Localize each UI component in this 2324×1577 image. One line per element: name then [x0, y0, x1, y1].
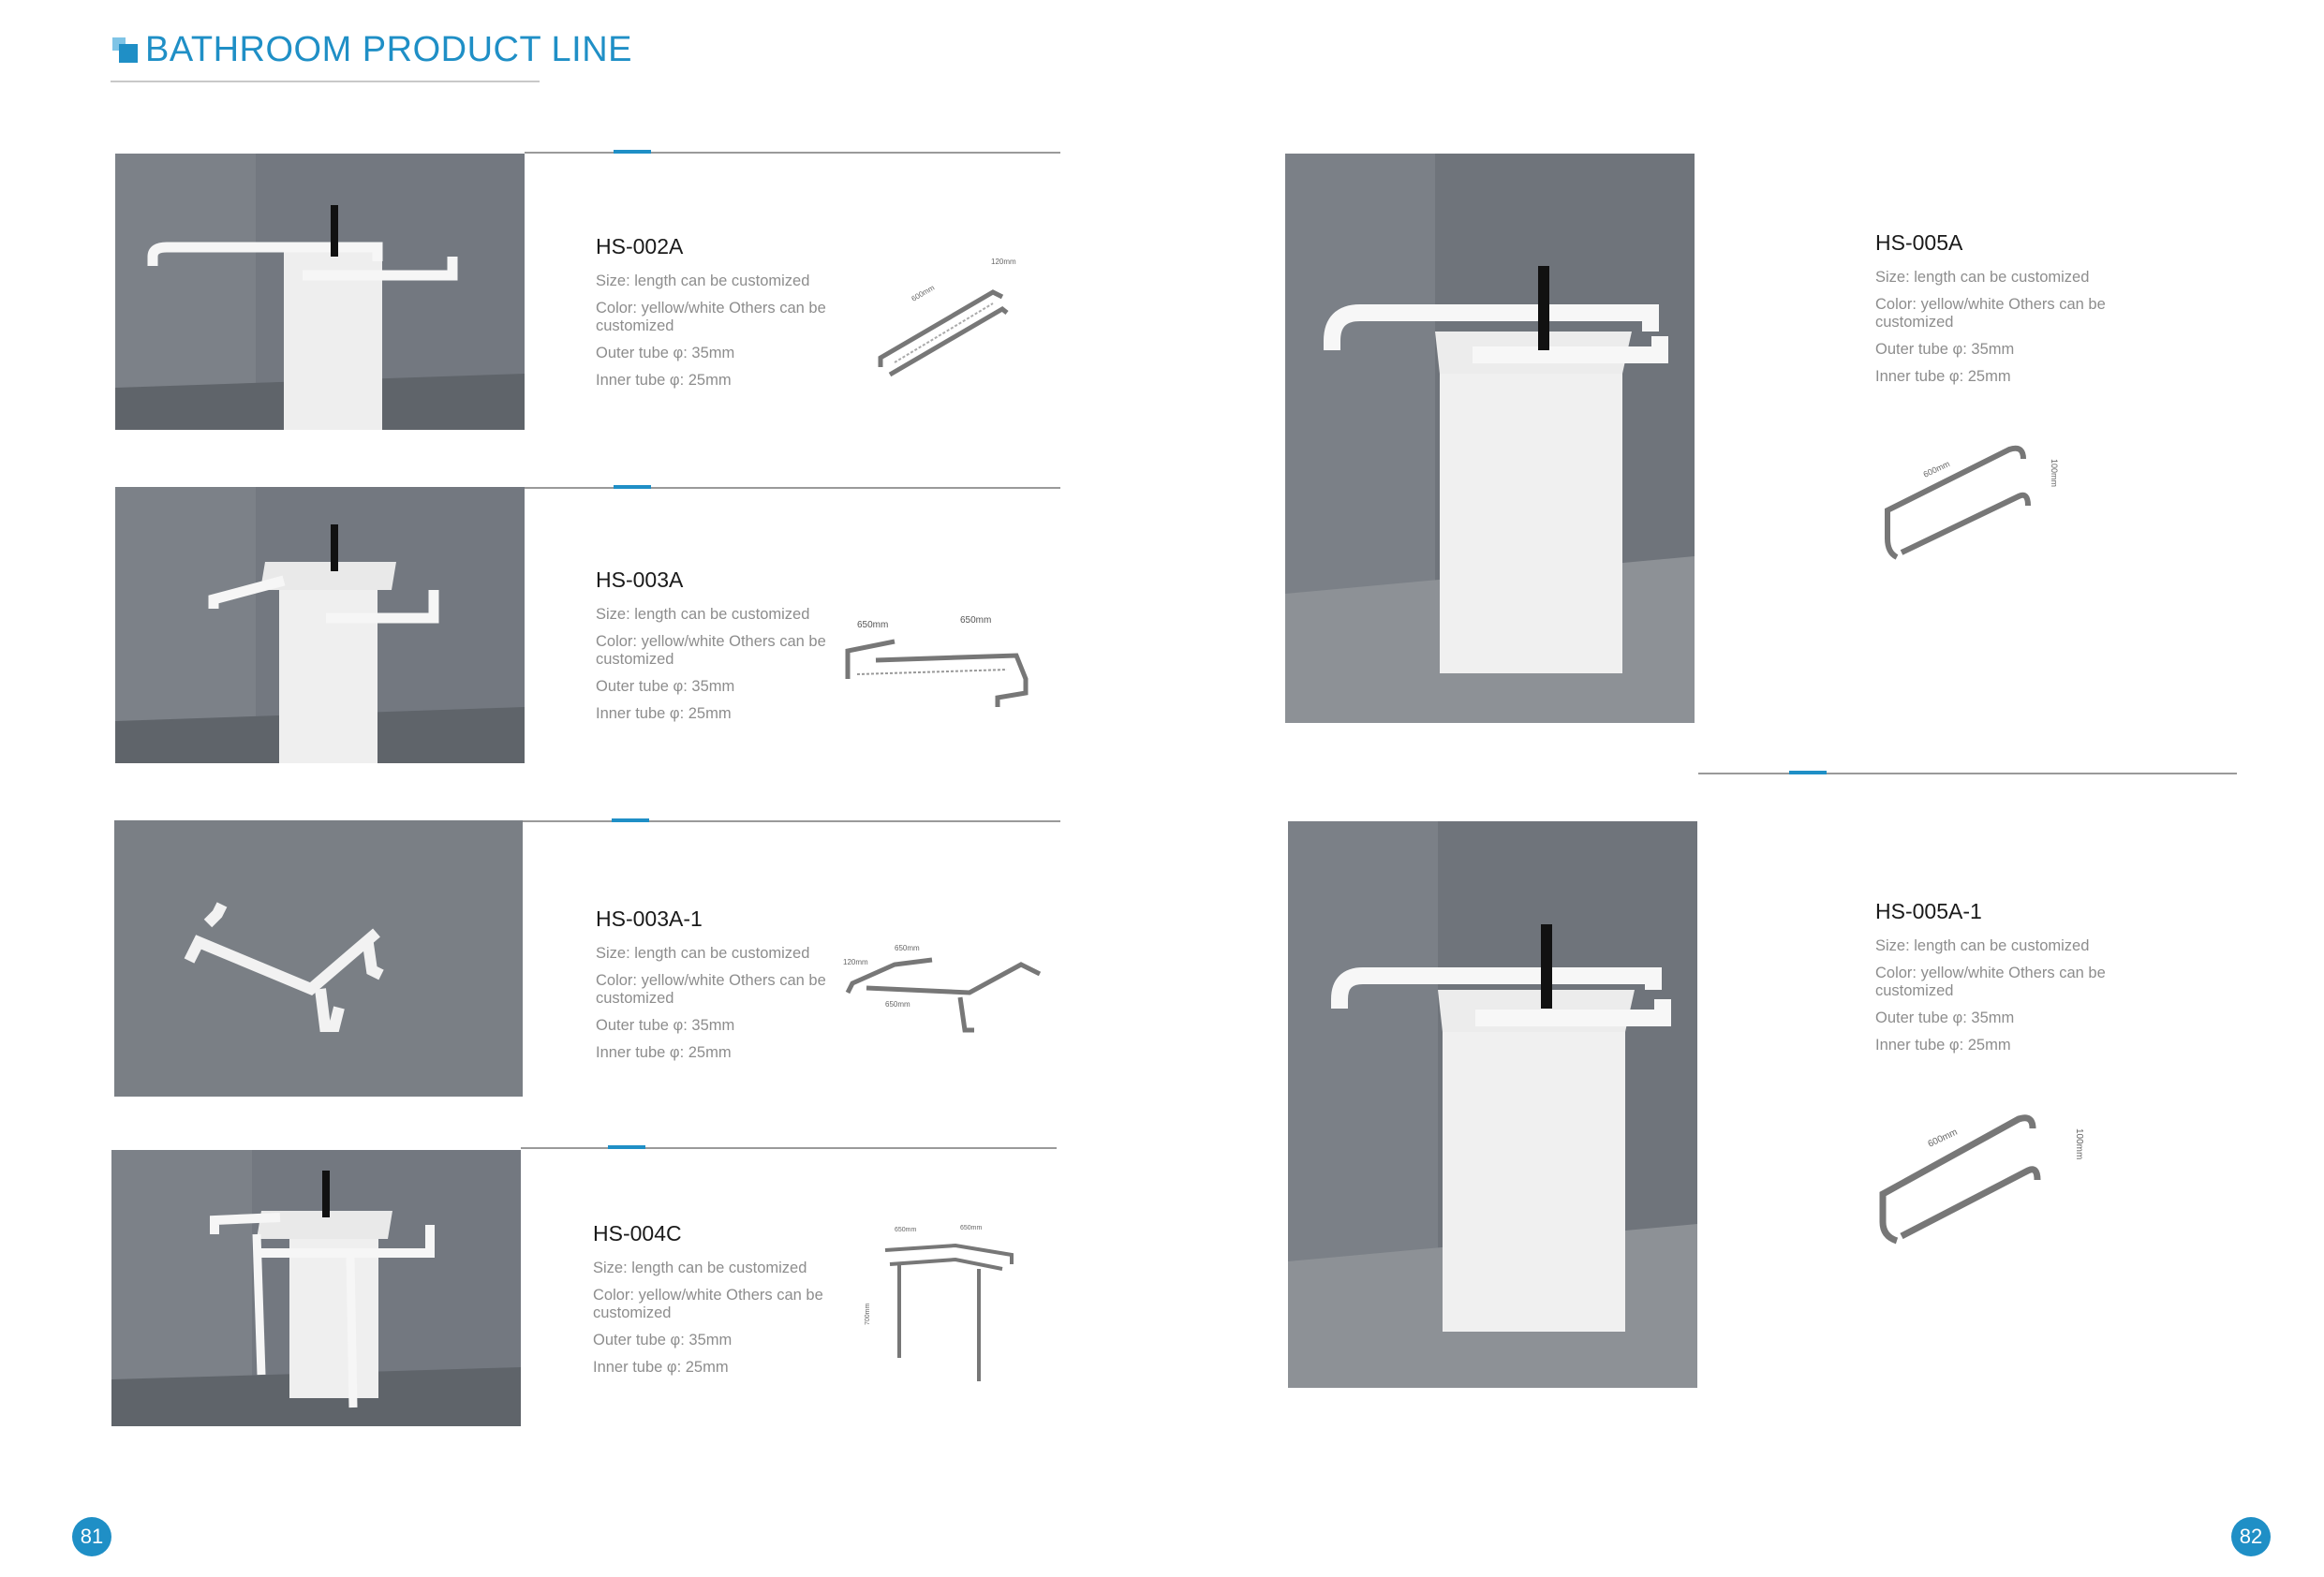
dim-label: 650mm [960, 615, 992, 626]
product-photo-hs-003a [115, 487, 525, 763]
inner-tube-text: Inner tube φ: 25mm [1875, 1037, 2011, 1054]
technical-drawing-hs-003a-1 [838, 936, 1058, 1039]
outer-tube-text: Outer tube φ: 35mm [593, 1332, 733, 1349]
product-photo-hs-003a-1 [114, 820, 523, 1097]
dim-label: 600mm [910, 283, 937, 303]
technical-drawing-hs-004c [862, 1213, 1021, 1395]
dim-label: 600mm [1926, 1127, 1960, 1150]
product-photo-hs-004c [111, 1150, 521, 1426]
technical-drawing-hs-005a [1869, 435, 2075, 567]
inner-tube-text: Inner tube φ: 25mm [596, 705, 732, 722]
page-number-left: 81 [72, 1517, 111, 1556]
color-text: Color: yellow/white Others can be customized [596, 300, 826, 334]
model-number: HS-004C [593, 1221, 682, 1245]
technical-drawing-hs-002a [862, 245, 1030, 386]
dim-label: 100mm [2074, 1128, 2084, 1160]
product-spec-hs-005a-1 [1875, 899, 2128, 1064]
product-spec-hs-004c [593, 1221, 846, 1386]
model-number: HS-005A-1 [1875, 899, 1982, 923]
product-photo-hs-002a [115, 154, 525, 430]
section-divider [525, 487, 1060, 489]
dim-label: 650mm [960, 1225, 983, 1231]
section-divider [521, 1147, 1057, 1149]
outer-tube-text: Outer tube φ: 35mm [596, 1017, 735, 1034]
size-text: Size: length can be customized [1875, 269, 2090, 286]
section-divider [525, 152, 1060, 154]
size-text: Size: length can be customized [596, 273, 810, 289]
product-photo-hs-005a [1285, 154, 1695, 723]
section-divider [1698, 773, 2237, 774]
model-number: HS-005A [1875, 230, 1963, 255]
color-text: Color: yellow/white Others can be customized [596, 972, 826, 1007]
color-text: Color: yellow/white Others can be customized [596, 633, 826, 668]
product-spec-hs-002a [596, 234, 849, 399]
page-number-right: 82 [2231, 1517, 2271, 1556]
technical-drawing-hs-003a [838, 604, 1054, 707]
dim-label: 650mm [885, 1000, 910, 1009]
model-number: HS-003A [596, 567, 684, 592]
product-spec-hs-003a [596, 567, 849, 732]
inner-tube-text: Inner tube φ: 25mm [593, 1359, 729, 1376]
model-number: HS-003A-1 [596, 906, 703, 931]
page-title: BATHROOM PRODUCT LINE [145, 30, 633, 69]
section-divider [523, 820, 1060, 822]
outer-tube-text: Outer tube φ: 35mm [596, 345, 735, 361]
title-underline [111, 81, 540, 82]
outer-tube-text: Outer tube φ: 35mm [596, 678, 735, 695]
inner-tube-text: Inner tube φ: 25mm [1875, 368, 2011, 385]
inner-tube-text: Inner tube φ: 25mm [596, 1044, 732, 1061]
size-text: Size: length can be customized [596, 606, 810, 623]
size-text: Size: length can be customized [1875, 937, 2090, 954]
outer-tube-text: Outer tube φ: 35mm [1875, 1010, 2015, 1026]
color-text: Color: yellow/white Others can be customized [593, 1287, 823, 1321]
color-text: Color: yellow/white Others can be customized [1875, 296, 2106, 331]
model-number: HS-002A [596, 234, 684, 258]
technical-drawing-hs-005a-1 [1869, 1100, 2103, 1250]
brand-squares-icon [112, 37, 141, 66]
dim-label: 120mm [991, 258, 1016, 266]
dim-label: 650mm [895, 1227, 917, 1233]
inner-tube-text: Inner tube φ: 25mm [596, 372, 732, 389]
size-text: Size: length can be customized [593, 1260, 807, 1276]
dim-label: 120mm [843, 958, 868, 966]
dim-label: 700mm [865, 1303, 871, 1325]
product-spec-hs-005a [1875, 230, 2128, 395]
dim-label: 600mm [1921, 459, 1952, 479]
size-text: Size: length can be customized [596, 945, 810, 962]
product-spec-hs-003a-1 [596, 906, 849, 1071]
product-photo-hs-005a-1 [1288, 821, 1697, 1388]
dim-label: 650mm [857, 620, 889, 630]
outer-tube-text: Outer tube φ: 35mm [1875, 341, 2015, 358]
dim-label: 100mm [2050, 459, 2059, 488]
color-text: Color: yellow/white Others can be customized [1875, 965, 2106, 999]
dim-label: 650mm [895, 944, 920, 952]
